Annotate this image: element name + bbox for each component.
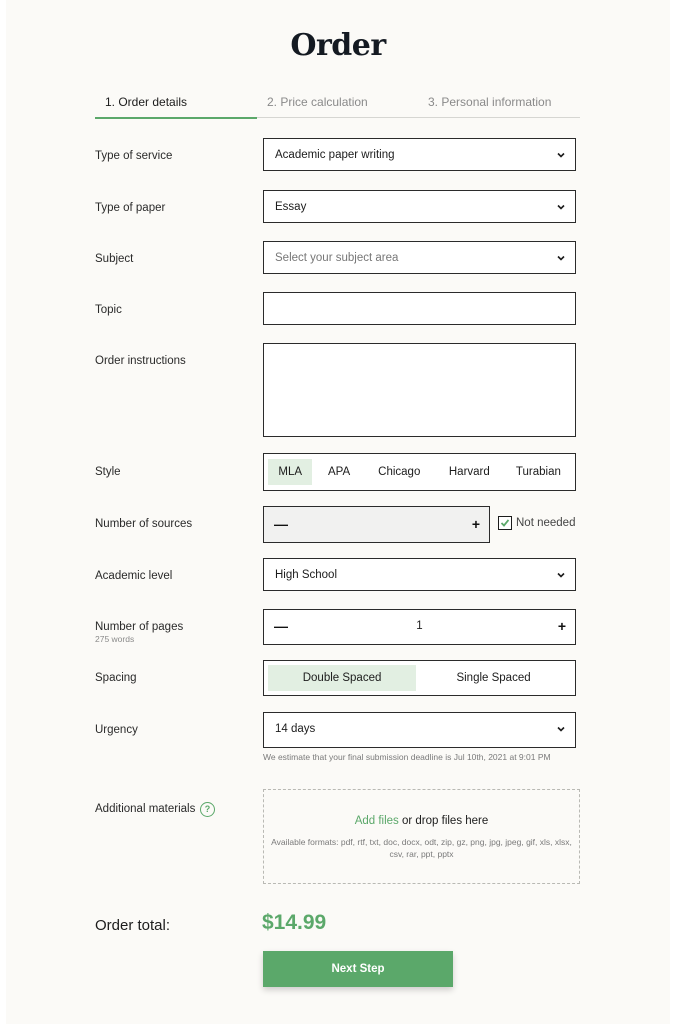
academic-level-select[interactable] xyxy=(263,558,576,591)
help-icon[interactable]: ? xyxy=(200,802,215,817)
style-option-turabian[interactable]: Turabian xyxy=(515,466,561,478)
pages-decrement-button[interactable]: — xyxy=(274,618,288,634)
chevron-down-icon xyxy=(556,150,566,160)
academic-level-value: High School xyxy=(275,569,338,581)
spacing-option-single[interactable]: Single Spaced xyxy=(456,672,531,684)
step-personal-information[interactable]: 3. Personal information xyxy=(428,95,552,109)
type-of-service-value: Academic paper writing xyxy=(275,149,395,161)
file-dropzone[interactable] xyxy=(263,789,580,884)
next-step-button[interactable]: Next Step xyxy=(263,951,453,987)
order-total-value: $14.99 xyxy=(262,911,327,934)
number-of-sources-label: Number of sources xyxy=(95,518,193,530)
spacing-option-double[interactable]: Double Spaced xyxy=(268,665,416,691)
style-selector xyxy=(263,453,576,491)
step-price-calculation[interactable]: 2. Price calculation xyxy=(267,95,368,109)
order-page xyxy=(6,0,670,1024)
spacing-label: Spacing xyxy=(95,672,137,684)
chevron-down-icon xyxy=(556,253,566,263)
dropzone-text xyxy=(264,815,579,827)
urgency-value: 14 days xyxy=(275,723,316,735)
additional-materials-label: Additional materials xyxy=(95,803,196,815)
available-formats: Available formats: pdf, rtf, txt, doc, docx, odt, zip, gz, png, jpg, jpeg, gif, xls, xlsx, csv, rar, ppt, pptx xyxy=(271,837,572,859)
checkmark-icon xyxy=(500,518,510,528)
type-of-paper-label: Type of paper xyxy=(95,202,166,214)
sources-increment-button[interactable]: + xyxy=(471,516,480,532)
sources-decrement-button[interactable]: — xyxy=(274,516,288,532)
number-of-pages-label: Number of pages xyxy=(95,621,184,633)
style-label: Style xyxy=(95,466,121,478)
order-instructions-label: Order instructions xyxy=(95,355,186,367)
drop-files-text: or drop files here xyxy=(398,815,489,827)
word-count-label: 275 words xyxy=(95,634,135,644)
urgency-select[interactable] xyxy=(263,712,576,748)
type-of-service-label: Type of service xyxy=(95,150,173,162)
subject-select[interactable] xyxy=(263,241,576,274)
chevron-down-icon xyxy=(556,202,566,212)
academic-level-label: Academic level xyxy=(95,570,173,582)
not-needed-label[interactable]: Not needed xyxy=(516,517,576,529)
chevron-down-icon xyxy=(556,570,566,580)
type-of-paper-value: Essay xyxy=(275,201,307,213)
number-of-pages-stepper xyxy=(263,609,576,645)
type-of-service-select[interactable] xyxy=(263,138,576,171)
deadline-estimate-note: We estimate that your final submission deadline is Jul 10th, 2021 at 9:01 PM xyxy=(263,752,551,762)
spacing-selector xyxy=(263,660,576,696)
active-step-indicator xyxy=(95,117,257,119)
order-total-label: Order total: xyxy=(95,917,171,934)
step-tabs xyxy=(95,86,580,118)
order-instructions-textarea[interactable] xyxy=(263,343,576,437)
subject-placeholder: Select your subject area xyxy=(275,252,399,264)
chevron-down-icon xyxy=(556,724,566,734)
page-title: Order xyxy=(290,28,386,63)
number-of-sources-stepper xyxy=(263,506,490,543)
type-of-paper-select[interactable] xyxy=(263,190,576,223)
urgency-label: Urgency xyxy=(95,724,138,736)
pages-increment-button[interactable]: + xyxy=(557,618,566,634)
topic-input[interactable] xyxy=(263,292,576,325)
topic-label: Topic xyxy=(95,304,122,316)
style-option-mla[interactable]: MLA xyxy=(268,459,312,485)
add-files-link[interactable]: Add files xyxy=(354,815,399,827)
step-order-details[interactable]: 1. Order details xyxy=(105,95,188,109)
pages-value[interactable]: 1 xyxy=(416,620,423,632)
style-option-harvard[interactable]: Harvard xyxy=(448,466,490,478)
not-needed-checkbox[interactable] xyxy=(498,516,512,530)
subject-label: Subject xyxy=(95,253,134,265)
style-option-chicago[interactable]: Chicago xyxy=(378,466,421,478)
style-option-apa[interactable]: APA xyxy=(327,466,351,478)
